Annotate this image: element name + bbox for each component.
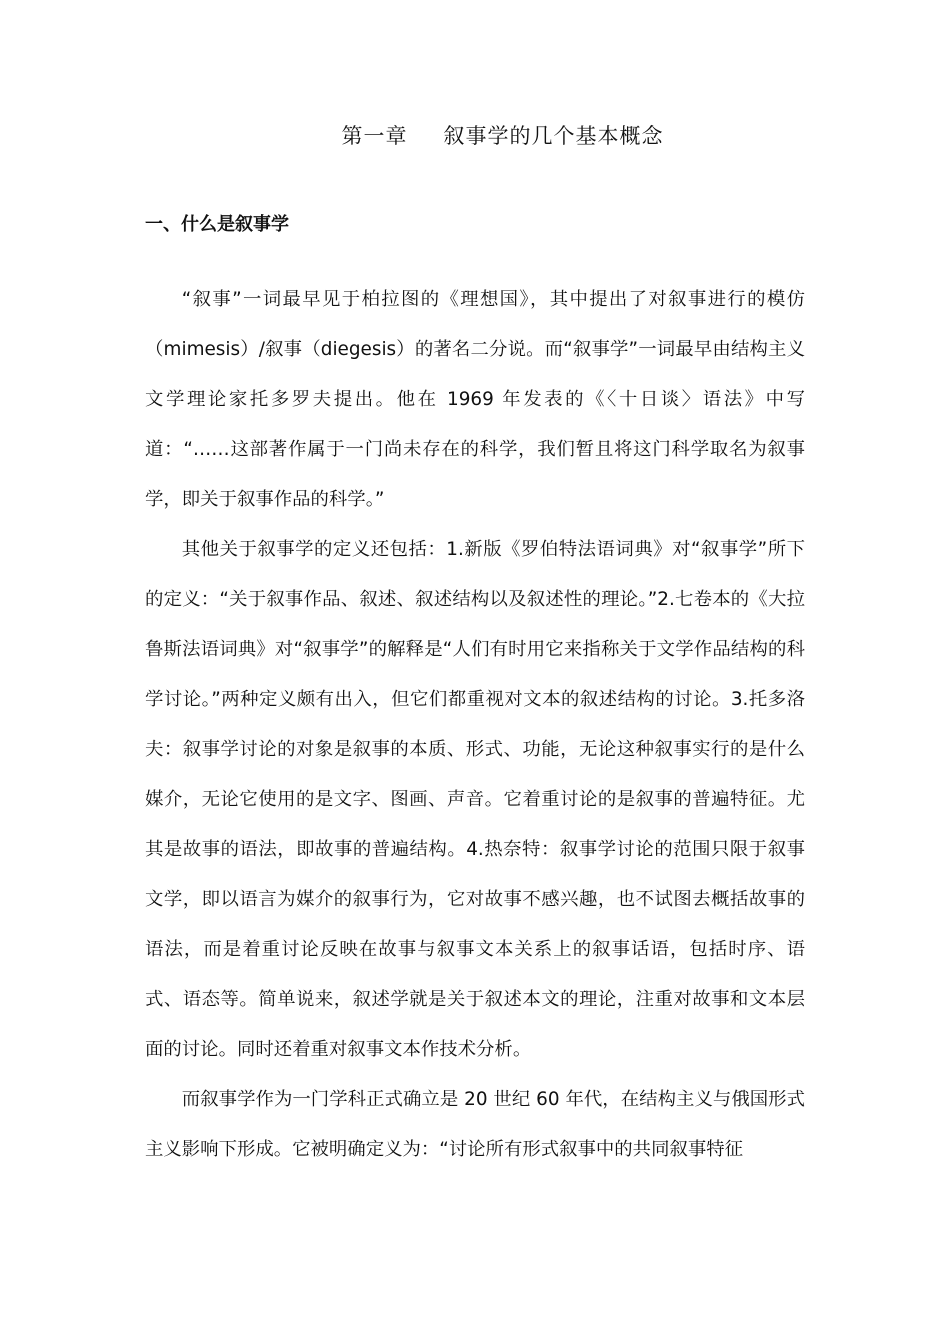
chapter-title xyxy=(0,117,950,155)
paragraph: “叙事”一词最早见于柏拉图的《理想国》，其中提出了对叙事进行的模仿（mimesis）/叙事（diegesis）的著名二分说。而“叙事学”一词最早由结构主义文学理论家托多罗夫提出。他在 1969 年发表的《〈十日谈〉语法》中写道：“……这部著作属于一门尚未存在的科学，我们暂且将这门科学取名为叙事学，即关于叙事作品的科学。” xyxy=(145,289,805,510)
section-heading: 一、什么是叙事学 xyxy=(145,214,289,235)
paragraph: 其他关于叙事学的定义还包括：1.新版《罗伯特法语词典》对“叙事学”所下的定义：“关于叙事作品、叙述、叙述结构以及叙述性的理论。”2.七卷本的《大拉鲁斯法语词典》对“叙事学”的解释是“人们有时用它来指称关于文学作品结构的科学讨论。”两种定义颇有出入，但它们都重视对文本的叙述结构的讨论。3.托多洛夫：叙事学讨论的对象是叙事的本质、形式、功能，无论这种叙事实行的是什么媒介，无论它使用的是文字、图画、声音。它着重讨论的是叙事的普遍特征。尤其是故事的语法，即故事的普遍结构。4.热奈特：叙事学讨论的范围只限于叙事文学，即以语言为媒介的叙事行为，它对故事不感兴趣，也不试图去概括故事的语法，而是着重讨论反映在故事与叙事文本关系上的叙事话语，包括时序、语式、语态等。简单说来，叙述学就是关于叙述本文的理论，注重对故事和文本层面的讨论。同时还着重对叙事文本作技术分析。 xyxy=(145,539,805,1060)
chapter-title-text: 叙事学的几个基本概念 xyxy=(443,124,664,148)
chapter-number: 第一章 xyxy=(341,124,408,148)
paragraph: 而叙事学作为一门学科正式确立是 20 世纪 60 年代，在结构主义与俄国形式主义影响下形成。它被明确定义为：“讨论所有形式叙事中的共同叙事特征 xyxy=(145,1089,805,1160)
body-text xyxy=(145,275,805,1175)
